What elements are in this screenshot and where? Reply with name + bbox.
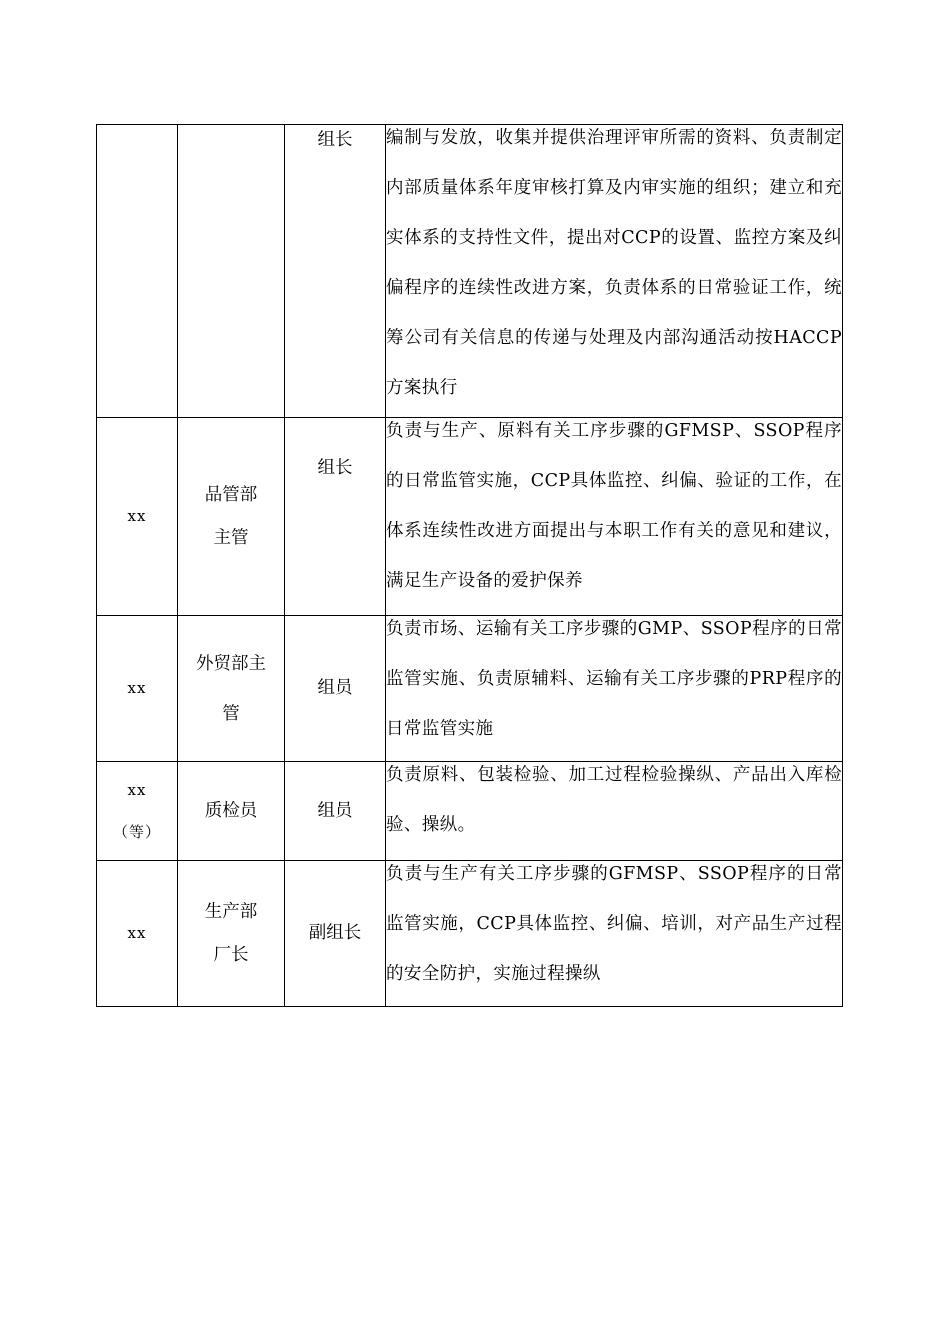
table-row xyxy=(97,418,843,616)
name-text: xx（等） xyxy=(112,781,161,841)
duty-cell xyxy=(386,418,843,616)
department-cell xyxy=(178,125,285,418)
role-text: 副组长 xyxy=(308,923,362,943)
duty-text: 负责与生产、原料有关工序步骤的GFMSP、SSOP程序的日常监管实施，CCP具体监控、纠偏、验证的工作，在体系连续性改进方面提出与本职工作有关的意见和建议，满足生产设备的爱护保养 xyxy=(386,421,842,591)
name-cell xyxy=(97,616,178,762)
table-row xyxy=(97,616,843,762)
duty-text: 负责市场、运输有关工序步骤的GMP、SSOP程序的日常监管实施、负责原辅料、运输有关工序步骤的PRP程序的日常监管实施 xyxy=(386,619,842,739)
name-cell xyxy=(97,861,178,1007)
duty-cell xyxy=(386,125,843,418)
duty-text: 负责原料、包装检验、加工过程检验操纵、产品出入库检验、操纵。 xyxy=(386,765,842,835)
name-text: xx xyxy=(127,507,147,525)
role-text: 组长 xyxy=(317,130,353,150)
table-row xyxy=(97,125,843,418)
table-row xyxy=(97,762,843,861)
department-text: 生产部厂长 xyxy=(204,901,258,965)
name-text: xx xyxy=(127,679,147,697)
department-cell xyxy=(178,762,285,861)
role-cell xyxy=(285,418,386,616)
role-cell xyxy=(285,861,386,1007)
role-cell xyxy=(285,762,386,861)
duty-text: 负责与生产有关工序步骤的GFMSP、SSOP程序的日常监管实施，CCP具体监控、纠偏、培训，对产品生产过程的安全防护，实施过程操纵 xyxy=(386,864,842,984)
table-row xyxy=(97,861,843,1007)
department-text: 外贸部主管 xyxy=(196,653,266,724)
role-text: 组员 xyxy=(317,678,353,698)
duty-cell xyxy=(386,616,843,762)
department-text: 质检员 xyxy=(204,800,258,821)
role-text: 组长 xyxy=(317,458,353,478)
role-cell xyxy=(285,616,386,762)
role-cell xyxy=(285,125,386,418)
duty-text: 编制与发放，收集并提供治理评审所需的资料、负责制定内部质量体系年度审核打算及内审实施的组织；建立和充实体系的支持性文件，提出对CCP的设置、监控方案及纠偏程序的连续性改进方案，负责体系的日常验证工作，统筹公司有关信息的传递与处理及内部沟通活动按HACCP方案执行 xyxy=(386,128,842,398)
haccp-team-table xyxy=(96,124,843,1007)
department-text: 品管部主管 xyxy=(204,484,258,548)
name-text: xx xyxy=(127,924,147,942)
department-cell xyxy=(178,418,285,616)
department-cell xyxy=(178,861,285,1007)
name-cell xyxy=(97,762,178,861)
duty-cell xyxy=(386,762,843,861)
name-cell xyxy=(97,125,178,418)
role-text: 组员 xyxy=(317,800,353,821)
department-cell xyxy=(178,616,285,762)
name-cell xyxy=(97,418,178,616)
duty-cell xyxy=(386,861,843,1007)
